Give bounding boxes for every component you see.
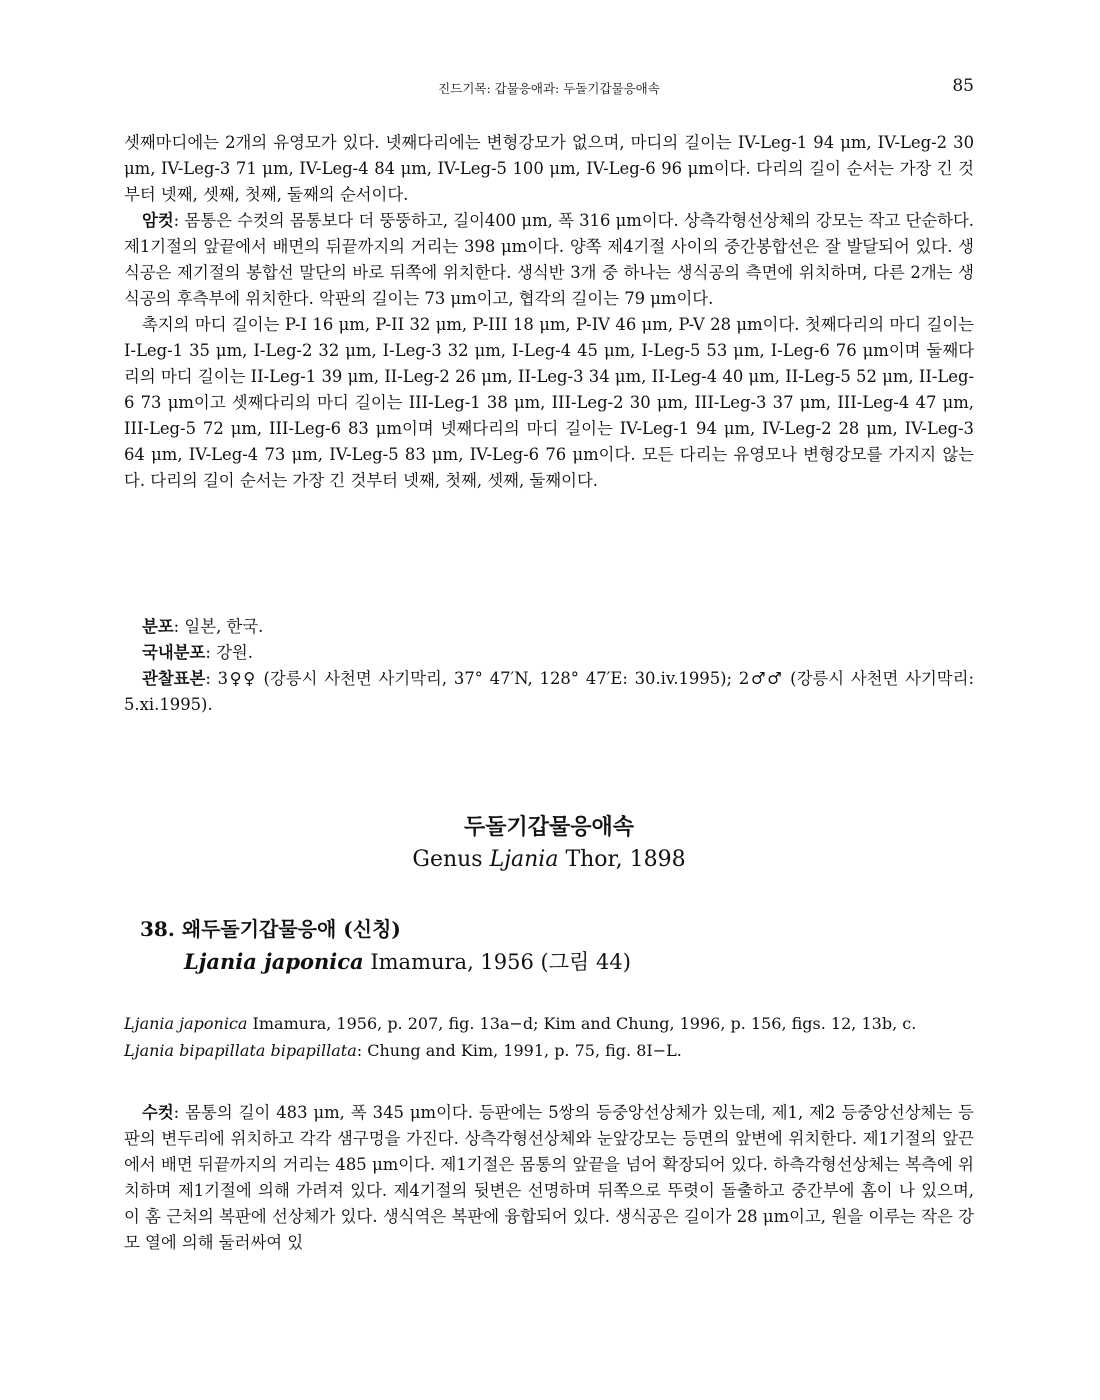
species-korean-name: 왜두돌기갑물응애 (신칭)	[181, 917, 401, 941]
genus-latin-name: Ljania	[489, 847, 559, 872]
species-latin-line	[184, 946, 980, 976]
genus-heading	[124, 810, 974, 872]
female-text: : 몸통은 수컷의 몸통보다 더 뚱뚱하고, 길이400 μm, 폭 316 μm이다. 상측각형선상체의 강모는 작고 단순하다. 제1기절의 앞끝에서 배면의 뒤끝까지의 거리는 398 μm이다. 양쪽 제4기절 사이의 중간봉합선은 잘 발달되어 있다. 생식공은 제기절의 봉합선 말단의 바로 뒤쪽에 위치한다. 생식반 3개 중 하나는 생식공의 측면에 위치하며, 다른 2개는 생식공의 후측부에 위치한다. 악판의 길이는 73 μm이고, 협각의 길이는 79 μm이다.	[124, 211, 974, 308]
synonym-reference: : Chung and Kim, 1991, p. 75, fig. 8I−L.	[356, 1041, 682, 1060]
genus-latin-line	[124, 847, 974, 872]
genus-author: Thor, 1898	[558, 847, 686, 872]
species-number: 38.	[140, 917, 175, 941]
synonym-entry	[124, 1010, 974, 1037]
paragraph-male	[124, 1100, 974, 1256]
male-description-section	[124, 1100, 974, 1256]
genus-prefix: Genus	[412, 847, 490, 872]
specimens-text: : 3♀♀ (강릉시 사천면 사기막리, 37° 47′N, 128° 47′E: 30.iv.1995); 2♂♂ (강릉시 사천면 사기막리: 5.xi.1995).	[124, 669, 974, 714]
specimens-line	[124, 666, 974, 718]
paragraph-female-legs: 촉지의 마디 길이는 P-I 16 μm, P-II 32 μm, P-III 18 μm, P-IV 46 μm, P-V 28 μm이다. 첫째다리의 마디 길이는 I-Leg-1 35 μm, I-Leg-2 32 μm, I-Leg-3 32 μm, I-Leg-4 45 μm, I-Leg-5 53 μm, I-Leg-6 76 μm이며 둘째다리의 마디 길이는 II-Leg-1 39 μm, II-Leg-2 26 μm, II-Leg-3 34 μm, II-Leg-4 40 μm, II-Leg-5 52 μm, II-Leg-6 73 μm이고 셋째다리의 마디 길이는 III-Leg-1 38 μm, III-Leg-2 30 μm, III-Leg-3 37 μm, III-Leg-4 47 μm, III-Leg-5 72 μm, III-Leg-6 83 μm이며 넷째다리의 마디 길이는 IV-Leg-1 94 μm, IV-Leg-2 28 μm, IV-Leg-3 64 μm, IV-Leg-4 73 μm, IV-Leg-5 83 μm, IV-Leg-6 76 μm이다. 모든 다리는 유영모나 변형강모를 가지지 않는다. 다리의 길이 순서는 가장 긴 것부터 넷째, 첫째, 셋째, 둘째이다.	[124, 315, 974, 490]
synonym-name: Ljania japonica	[124, 1014, 248, 1033]
synonym-reference: Imamura, 1956, p. 207, fig. 13a−d; Kim and Chung, 1996, p. 156, figs. 12, 13b, c.	[247, 1014, 917, 1033]
distribution-line	[124, 614, 974, 640]
body-section-top	[124, 130, 974, 494]
species-author: Imamura, 1956 (그림 44)	[363, 950, 631, 974]
male-label: 수컷	[142, 1103, 174, 1122]
running-title: 진드기목: 갑물응애과: 두돌기갑물응애속	[438, 81, 660, 96]
domestic-label: 국내분포	[142, 643, 206, 662]
species-title-line	[140, 913, 980, 942]
species-latin-name: Ljania japonica	[184, 949, 364, 974]
page-number: 85	[952, 76, 974, 96]
synonym-name: Ljania bipapillata bipapillata	[124, 1041, 357, 1060]
distribution-label: 분포	[142, 617, 174, 636]
specimens-label: 관찰표본	[142, 669, 206, 688]
female-label: 암컷	[142, 211, 174, 230]
domestic-distribution-line	[124, 640, 974, 666]
paragraph-male-legs-continued: 셋째마디에는 2개의 유영모가 있다. 넷째다리에는 변형강모가 없으며, 마디의 길이는 IV-Leg-1 94 μm, IV-Leg-2 30 μm, IV-Leg-3 71 μm, IV-Leg-4 84 μm, IV-Leg-5 100 μm, IV-Leg-6 96 μm이다. 다리의 길이 순서는 가장 긴 것부터 넷째, 셋째, 첫째, 둘째의 순서이다.	[124, 133, 974, 204]
genus-korean-name: 두돌기갑물응애속	[463, 814, 635, 840]
synonymy-list	[124, 1010, 974, 1064]
male-text: : 몸통의 길이 483 μm, 폭 345 μm이다. 등판에는 5쌍의 등중앙선상체가 있는데, 제1, 제2 등중앙선상체는 등판의 변두리에 위치하고 각각 샘구멍을 가진다. 상측각형선상체와 눈앞강모는 등면의 앞변에 위치한다. 제1기절의 앞끈에서 배면 뒤끝까지의 거리는 485 μm이다. 제1기절은 몸통의 앞끝을 넘어 확장되어 있다. 하측각형선상체는 복측에 위치하며 제1기절에 의해 가려져 있다. 제4기절의 뒷변은 선명하며 뒤쪽으로 뚜렷이 돌출하고 중간부에 홈이 나 있으며, 이 홈 근처의 복판에 선상체가 있다. 생식역은 복판에 융합되어 있다. 생식공은 길이가 28 μm이고, 원을 이루는 작은 강모 열에 의해 둘러싸여 있	[124, 1103, 974, 1252]
synonym-entry	[124, 1037, 974, 1064]
running-header	[124, 76, 974, 98]
distribution-text: : 일본, 한국.	[173, 617, 264, 636]
species-heading	[140, 913, 980, 976]
domestic-text: : 강원.	[205, 643, 253, 662]
paragraph-female	[124, 208, 974, 312]
distribution-section	[124, 614, 974, 718]
